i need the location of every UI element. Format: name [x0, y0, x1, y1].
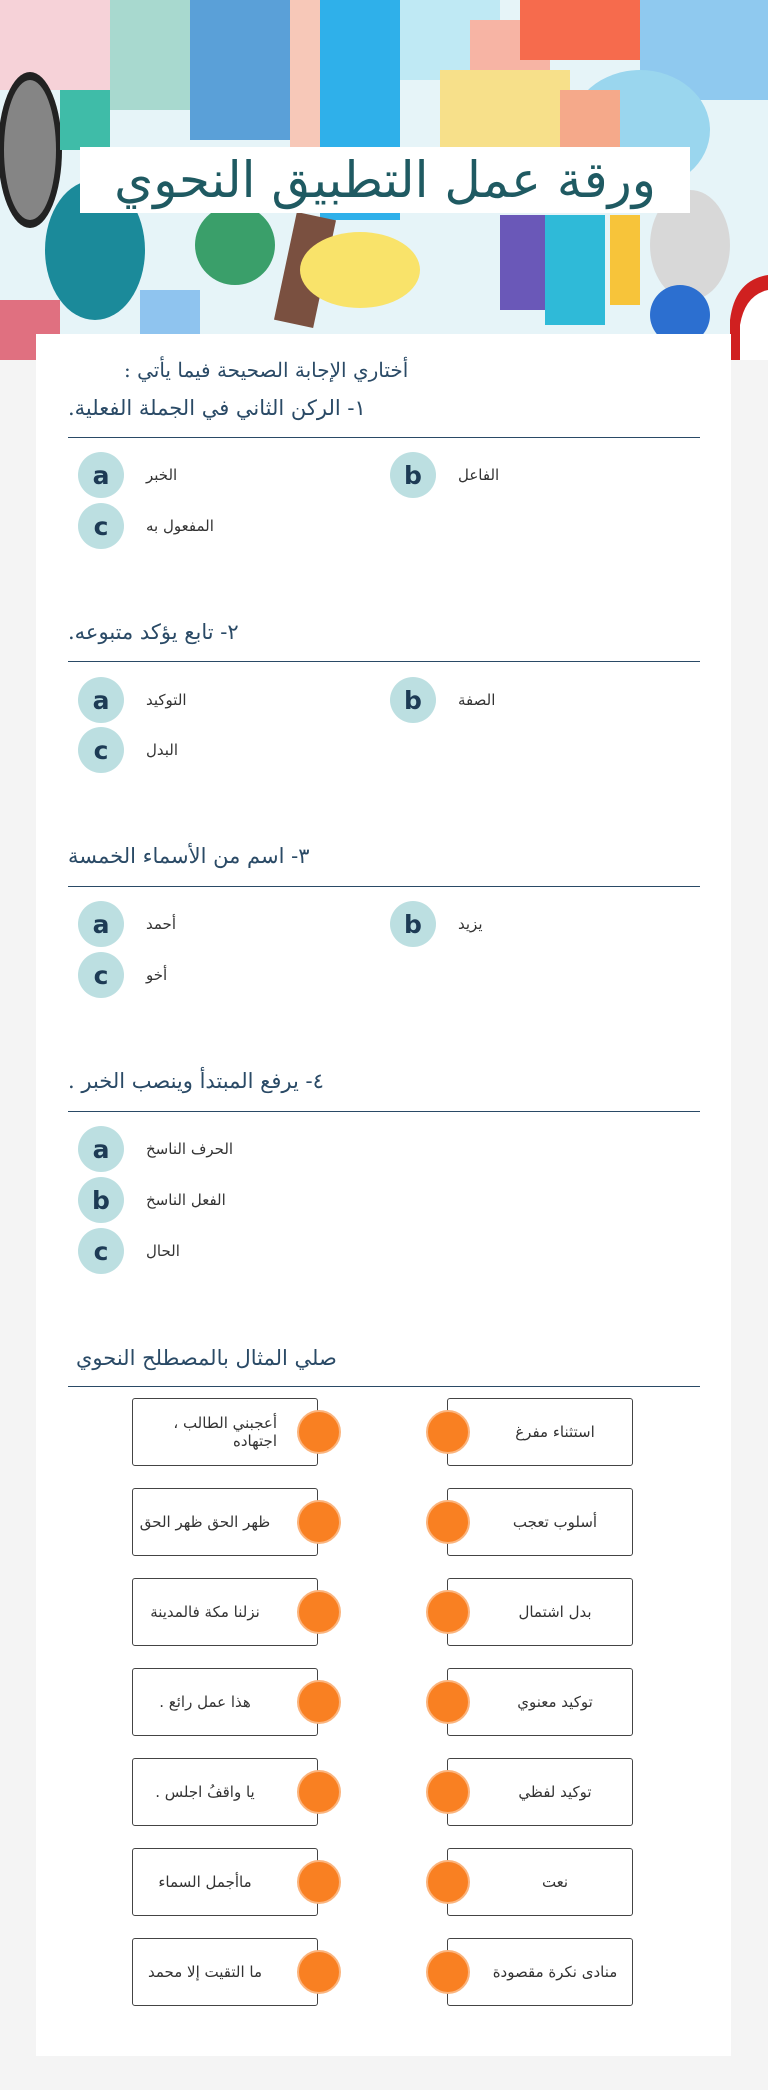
option-label: أحمد: [146, 915, 176, 933]
option-letter: c: [78, 1228, 124, 1274]
match-connector-dot[interactable]: [297, 1950, 341, 1994]
option-letter: b: [390, 452, 436, 498]
question-1-option-b[interactable]: [390, 452, 499, 498]
option-label: الفعل الناسخ: [146, 1191, 226, 1209]
matching-divider: [68, 1386, 700, 1387]
match-example-box[interactable]: نزلنا مكة فالمدينة: [132, 1578, 318, 1646]
page-title: ورقة عمل التطبيق النحوي: [114, 151, 656, 209]
question-4-title: ٤- يرفع المبتدأ وينصب الخبر .: [68, 1069, 324, 1093]
option-letter: c: [78, 727, 124, 773]
header-banner: [0, 0, 768, 360]
match-connector-dot[interactable]: [426, 1410, 470, 1454]
question-1-title: ١- الركن الثاني في الجملة الفعلية.: [68, 396, 366, 420]
option-letter: a: [78, 901, 124, 947]
match-term-box[interactable]: أسلوب تعجب: [447, 1488, 633, 1556]
option-label: الفاعل: [458, 466, 500, 484]
match-connector-dot[interactable]: [297, 1500, 341, 1544]
question-2-title: ٢- تابع يؤكد متبوعه.: [68, 620, 239, 644]
match-term-box[interactable]: توكيد لفظي: [447, 1758, 633, 1826]
question-4-option-b[interactable]: [78, 1177, 226, 1223]
option-letter: b: [390, 901, 436, 947]
question-4-option-c[interactable]: [78, 1228, 180, 1274]
match-connector-dot[interactable]: [426, 1950, 470, 1994]
match-example-box[interactable]: يا واقفُ اجلس .: [132, 1758, 318, 1826]
match-connector-dot[interactable]: [297, 1680, 341, 1724]
question-1-option-a[interactable]: [78, 452, 177, 498]
option-label: الحال: [146, 1242, 180, 1260]
question-2-option-a[interactable]: [78, 677, 187, 723]
option-label: الخبر: [146, 466, 178, 484]
match-example-box[interactable]: هذا عمل رائع .: [132, 1668, 318, 1736]
question-3-title: ٣- اسم من الأسماء الخمسة: [68, 844, 310, 868]
option-label: البدل: [146, 741, 179, 759]
question-4-option-a[interactable]: [78, 1126, 233, 1172]
title-box: [80, 147, 690, 213]
match-term-box[interactable]: توكيد معنوي: [447, 1668, 633, 1736]
match-example-box[interactable]: ظهر الحق ظهر الحق: [132, 1488, 318, 1556]
match-connector-dot[interactable]: [297, 1860, 341, 1904]
match-connector-dot[interactable]: [426, 1770, 470, 1814]
match-term-box[interactable]: بدل اشتمال: [447, 1578, 633, 1646]
question-4-divider: [68, 1111, 700, 1112]
match-term-box[interactable]: استثناء مفرغ: [447, 1398, 633, 1466]
option-label: الصفة: [458, 691, 496, 709]
match-example-box[interactable]: ماأجمل السماء: [132, 1848, 318, 1916]
option-letter: b: [78, 1177, 124, 1223]
option-letter: a: [78, 677, 124, 723]
question-1-option-c[interactable]: [78, 503, 214, 549]
match-connector-dot[interactable]: [297, 1410, 341, 1454]
match-term-box[interactable]: نعت: [447, 1848, 633, 1916]
matching-title: صلي المثال بالمصطلح النحوي: [76, 1346, 337, 1370]
match-connector-dot[interactable]: [297, 1770, 341, 1814]
option-label: المفعول به: [146, 517, 214, 535]
match-term-box[interactable]: منادى نكرة مقصودة: [447, 1938, 633, 2006]
question-2-option-c[interactable]: [78, 727, 178, 773]
match-connector-dot[interactable]: [426, 1500, 470, 1544]
match-connector-dot[interactable]: [426, 1590, 470, 1634]
question-2-divider: [68, 661, 700, 662]
option-label: الحرف الناسخ: [146, 1140, 234, 1158]
match-example-box[interactable]: ما التقيت إلا محمد: [132, 1938, 318, 2006]
match-connector-dot[interactable]: [297, 1590, 341, 1634]
match-connector-dot[interactable]: [426, 1860, 470, 1904]
match-example-box[interactable]: أعجبني الطالب ، اجتهاده: [132, 1398, 318, 1466]
option-label: يزيد: [458, 915, 483, 933]
question-3-divider: [68, 886, 700, 887]
option-letter: c: [78, 952, 124, 998]
option-label: التوكيد: [146, 691, 187, 709]
option-letter: c: [78, 503, 124, 549]
question-3-option-b[interactable]: [390, 901, 483, 947]
question-1-divider: [68, 437, 700, 438]
option-label: أخو: [146, 966, 168, 984]
option-letter: a: [78, 1126, 124, 1172]
question-2-option-b[interactable]: [390, 677, 495, 723]
instruction-text: أختاري الإجابة الصحيحة فيما يأتي :: [124, 358, 409, 382]
question-3-option-c[interactable]: [78, 952, 167, 998]
option-letter: b: [390, 677, 436, 723]
question-3-option-a[interactable]: [78, 901, 176, 947]
match-connector-dot[interactable]: [426, 1680, 470, 1724]
option-letter: a: [78, 452, 124, 498]
